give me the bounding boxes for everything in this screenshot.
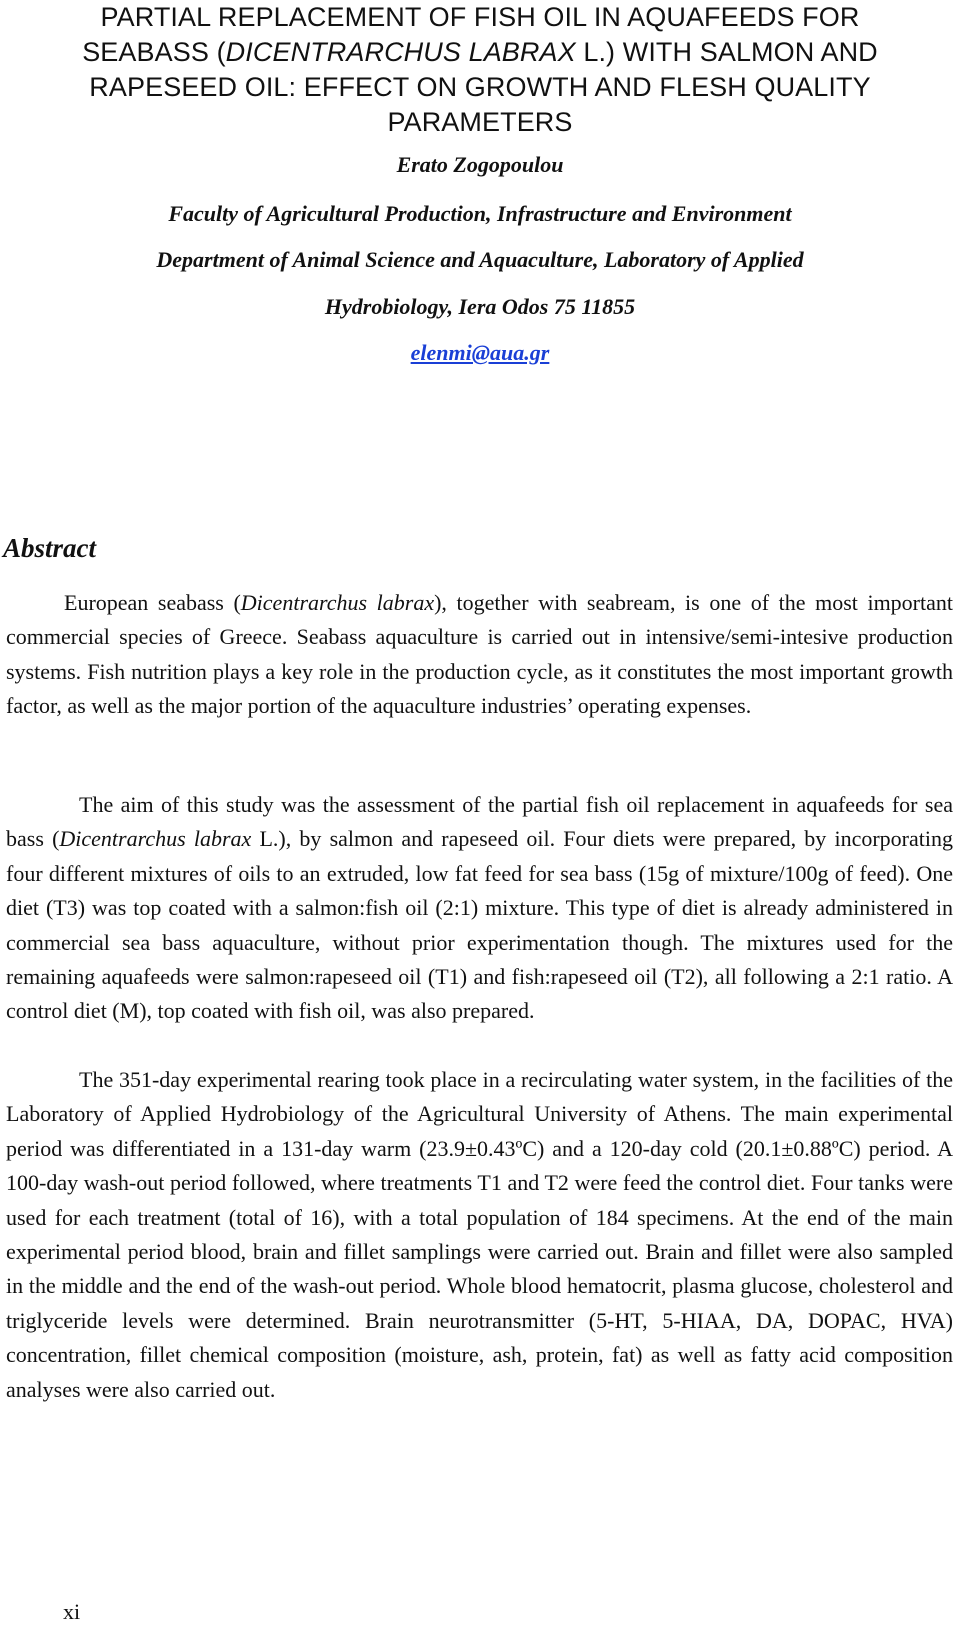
p1-species-name: Dicentrarchus labrax	[240, 590, 435, 615]
affiliation-line-3: Hydrobiology, Iera Odos 75 11855	[324, 294, 636, 319]
email-line	[0, 338, 960, 368]
title-line-2	[20, 35, 940, 70]
p2-text-b: L.), by salmon and rapeseed oil. Four diets were prepared, by incorporating four different mixtures of oils to an extruded, low fat feed for sea bass (15g of mixture/100g of feed). One diet (T3) was top coated with a salmon:fish oil (2:1) mixture. This type of diet is already administered in commercial sea bass aquaculture, without prior experimentation though. The mixtures used for the remaining aquafeeds were salmon:rapeseed oil (T1) and fish:rapeseed oil (T2), all following a 2:1 ratio. A control diet (M), top coated with fish oil, was also prepared.	[6, 826, 953, 1024]
title-line-4: PARAMETERS	[387, 107, 573, 137]
email-link[interactable]: elenmi@aua.gr	[410, 340, 550, 365]
title-line-2-pre: SEABASS (	[82, 37, 226, 67]
abstract-heading: Abstract	[3, 533, 97, 563]
title-line-3: RAPESEED OIL: EFFECT ON GROWTH AND FLESH QUALITY	[89, 72, 871, 102]
abstract-paragraph-2	[6, 788, 953, 1029]
abstract-paragraph-1	[6, 586, 953, 724]
author-name: Erato Zogopoulou	[396, 152, 564, 177]
p2-text-a: The aim of this study was the assessment of the partial fish oil replacement in aquafeeds for sea bass (	[6, 792, 953, 852]
title-line-1: PARTIAL REPLACEMENT OF FISH OIL IN AQUAFEEDS FOR	[100, 2, 860, 32]
paper-title	[20, 0, 940, 140]
affiliation-line-2: Department of Animal Science and Aquaculture, Laboratory of Applied	[156, 247, 804, 272]
p1-text-a: European seabass (	[64, 590, 241, 615]
abstract-paragraph-3: The 351-day experimental rearing took place in a recirculating water system, in the facilities of the Laboratory of Applied Hydrobiology of the Agricultural University of Athens. The main experimental period was differentiated in a 131-day warm (23.9±0.43ºC) and a 120-day cold (20.1±0.88ºC) period. A 100-day wash-out period followed, where treatments T1 and T2 were feed the control diet. Four tanks were used for each treatment (total of 16), with a total population of 184 specimens. At the end of the main experimental period blood, brain and fillet samplings were carried out. Brain and fillet were also sampled in the middle and the end of the wash-out period. Whole blood hematocrit, plasma glucose, cholesterol and triglyceride levels were determined. Brain neurotransmitter (5-HT, 5-HIAA, DA, DOPAC, HVA) concentration, fillet chemical composition (moisture, ash, protein, fat) as well as fatty acid composition analyses were also carried out.	[6, 1067, 953, 1402]
page-number: xi	[63, 1599, 81, 1624]
title-line-2-post: L.) WITH SALMON AND	[575, 37, 878, 67]
p1-text-b: ), together with seabream, is one of the most important commercial species of Greece. Seabass aquaculture is carried out in intensive/semi-intesive production systems. Fish nutrition plays a key role in the production cycle, as it constitutes the most important growth factor, as well as the major portion of the aquaculture industries’ operating expenses.	[6, 590, 953, 719]
title-species-name: DICENTRARCHUS LABRAX	[225, 37, 576, 67]
affiliation-line-1: Faculty of Agricultural Production, Infrastructure and Environment	[168, 201, 792, 226]
p2-species-name: Dicentrarchus labrax	[59, 826, 252, 852]
